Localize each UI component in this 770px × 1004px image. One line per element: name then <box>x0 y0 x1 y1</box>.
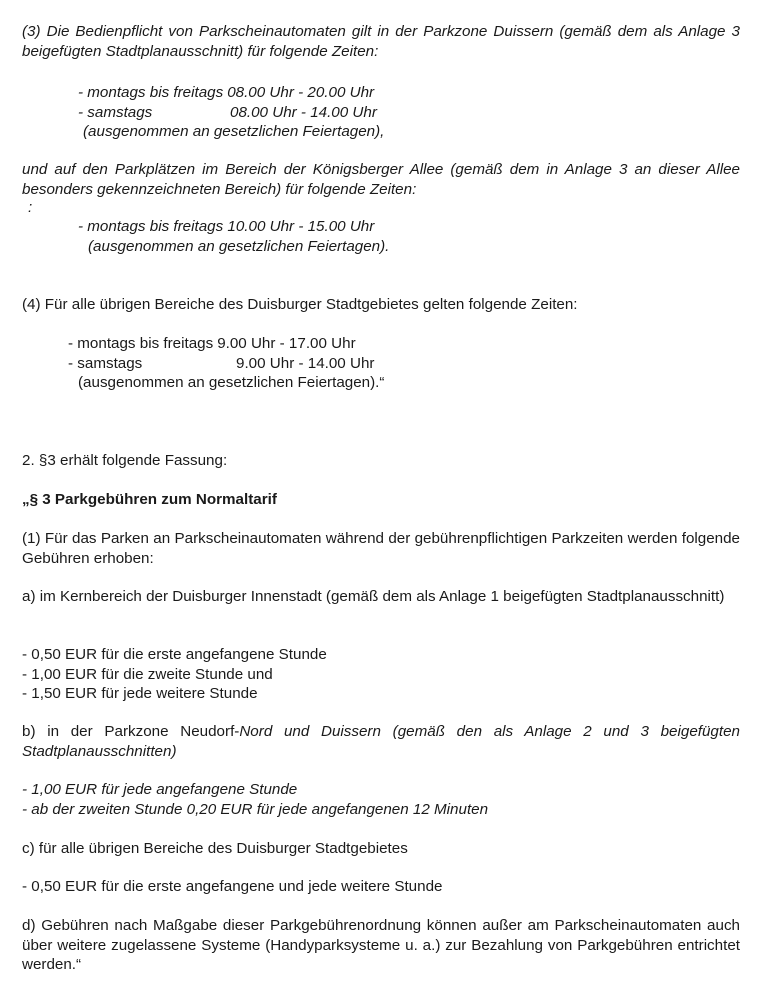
p4-schedule-row <box>68 354 668 374</box>
fees-list-b <box>22 780 740 819</box>
p3-schedule-list-2 <box>78 217 678 256</box>
p3-second-holiday-note: (ausgenommen an gesetzlichen Feiertagen). <box>88 237 390 255</box>
para-b-prefix: b) in der Parkzone Neudorf- <box>22 723 240 740</box>
para-b-italic: Nord und Duissern (gemäß den als Anlage 2 und 3 beigefügten Stadtplanausschnitten) <box>22 723 740 760</box>
section-3-heading: „§ 3 Parkgebühren zum Normaltarif <box>22 491 277 508</box>
p3-schedule-row <box>78 103 678 123</box>
para-3-intro: (3) Die Bedienpflicht von Parkscheinautomaten gilt in der Parkzone Duissern (gemäß dem als Anlage 3 beigefügten Stadtplanausschnitt) für folgende Zeiten: <box>22 23 740 60</box>
p3-time-weekday: 08.00 Uhr - 20.00 Uhr <box>227 84 375 101</box>
fee-b-item: - ab der zweiten Stunde 0,20 EUR für jede angefangenen 12 Minuten <box>22 800 489 818</box>
p3-day-weekday: - montags bis freitags <box>78 84 224 101</box>
fee-c-item: - 0,50 EUR für die erste angefangene und jede weitere Stunde <box>22 878 443 895</box>
para-b-neudorf <box>22 722 740 761</box>
p3-second-schedule: - montags bis freitags 10.00 Uhr - 15.00 Uhr <box>78 218 375 235</box>
para-4-intro: (4) Für alle übrigen Bereiche des Duisburger Stadtgebietes gelten folgende Zeiten: <box>22 296 578 313</box>
para-d-payment: d) Gebühren nach Maßgabe dieser Parkgebührenordnung können außer am Parkscheinautomaten auch über weitere zugelassene Systeme (Handyparksysteme u. a.) zur Bezahlung von Parkgebühren entrichtet werden.“ <box>22 917 740 973</box>
section-2-intro: 2. §3 erhält folgende Fassung: <box>22 452 228 469</box>
p3-schedule-row <box>78 83 678 103</box>
p4-day-weekday: - montags bis freitags <box>68 335 214 352</box>
para-c-others: c) für alle übrigen Bereiche des Duisburger Stadtgebietes <box>22 840 408 857</box>
fee-b-item: - 1,00 EUR für jede angefangene Stunde <box>22 781 298 798</box>
fee-a-item: - 0,50 EUR für die erste angefangene Stunde <box>22 646 327 663</box>
para-a-kernbereich: a) im Kernbereich der Duisburger Innenstadt (gemäß dem als Anlage 1 beigefügten Stadtplanausschnitt) <box>22 588 725 605</box>
para-3-koenigsberger: und auf den Parkplätzen im Bereich der Königsberger Allee (gemäß dem in Anlage 3 an dieser Allee besonders gekennzeichneten Bereich) für folgende Zeiten: <box>22 161 740 198</box>
para-1-fees: (1) Für das Parken an Parkscheinautomaten während der gebührenpflichtigen Parkzeiten werden folgende Gebühren erhoben: <box>22 530 740 567</box>
fees-list-a <box>22 645 740 704</box>
p4-holiday-note: (ausgenommen an gesetzlichen Feiertagen).“ <box>78 374 385 391</box>
fee-a-item: - 1,00 EUR für die zweite Stunde und <box>22 665 273 683</box>
p3-day-saturday: - samstags <box>78 103 153 121</box>
p4-day-saturday: - samstags <box>68 354 143 372</box>
fee-a-item: - 1,50 EUR für jede weitere Stunde <box>22 685 258 702</box>
p4-time-weekday: 9.00 Uhr - 17.00 Uhr <box>217 335 356 352</box>
p4-time-saturday: 9.00 Uhr - 14.00 Uhr <box>236 354 375 372</box>
p3-time-saturday: 08.00 Uhr - 14.00 Uhr <box>230 103 377 121</box>
p3-stray-colon: : <box>28 199 33 216</box>
p4-schedule-list <box>68 334 668 393</box>
p3-schedule-list <box>78 83 678 142</box>
p3-holiday-note: (ausgenommen an gesetzlichen Feiertagen), <box>83 123 385 140</box>
p4-schedule-row <box>68 334 668 354</box>
